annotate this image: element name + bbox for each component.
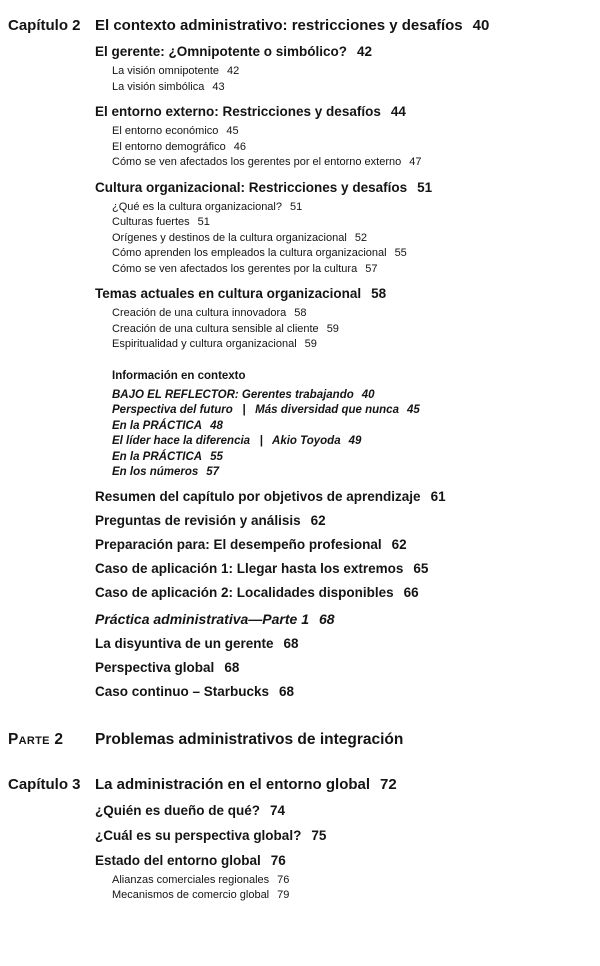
entry-text: Preparación para: El desempeño profesional <box>95 536 382 552</box>
toc-subsection-row <box>8 337 582 353</box>
entry-text: Mecanismos de comercio global <box>112 889 270 901</box>
toc-section-row <box>8 802 582 819</box>
toc-section-row <box>8 103 582 120</box>
entry-page-number: 59 <box>304 338 317 350</box>
toc-endmatter-row <box>8 683 582 700</box>
entry-text: Caso de aplicación 1: Llegar hasta los extremos <box>95 560 404 576</box>
toc-endmatter-row <box>8 512 582 529</box>
toc-subsection-row <box>8 231 582 247</box>
toc-endmatter-row <box>8 659 582 676</box>
toc-subsection-row <box>8 80 582 96</box>
entry-text: Problemas administrativos de integración <box>95 730 404 748</box>
entry-text: Temas actuales en cultura organizacional <box>95 286 362 301</box>
entry-page-number: 65 <box>413 560 429 576</box>
toc-endmatter-row <box>8 536 582 553</box>
entry-page-number: 46 <box>233 140 246 153</box>
entry-page-number: 62 <box>310 512 326 528</box>
entry-page-number: 74 <box>270 802 286 818</box>
entry-page-number: 72 <box>380 775 397 793</box>
toc-subsection-row <box>8 140 582 156</box>
entry-text: ¿Qué es la cultura organizacional? <box>112 200 282 213</box>
entry-text: El gerente: ¿Omnipotente o simbólico? <box>95 44 348 59</box>
entry-page-number: 68 <box>279 683 295 699</box>
toc-endmatter-row <box>8 584 582 601</box>
entry-text: La disyuntiva de un gerente <box>95 635 274 651</box>
entry-page-number: 68 <box>224 659 240 675</box>
entry-text: El contexto administrativo: restricciones y desafíos <box>95 17 463 34</box>
entry-page-number: 55 <box>210 450 223 463</box>
entry-text: Estado del entorno global <box>95 852 261 868</box>
entry-text: El entorno demográfico <box>112 140 226 153</box>
toc-subsection-row <box>8 322 582 338</box>
entry-page-number: 76 <box>277 873 290 886</box>
toc-info-heading-row <box>8 369 582 384</box>
entry-page-number: 51 <box>289 200 303 213</box>
toc-feature-row <box>8 465 582 481</box>
entry-text: Preguntas de revisión y análisis <box>95 512 301 528</box>
toc-subsection-row <box>8 246 582 262</box>
entry-text: Cómo se ven afectados los gerentes por el entorno externo <box>112 156 402 168</box>
entry-page-number: 45 <box>406 404 420 416</box>
entry-text: Culturas fuertes <box>112 216 190 228</box>
toc-chapter-row <box>8 775 582 794</box>
entry-text: El líder hace la diferencia | Akio Toyoda <box>112 435 341 447</box>
entry-page-number: 57 <box>365 262 378 275</box>
entry-text: Perspectiva del futuro | Más diversidad que nunca <box>112 404 399 416</box>
toc-subsection-row <box>8 200 582 216</box>
entry-page-number: 68 <box>283 635 299 651</box>
entry-text: La administración en el entorno global <box>95 775 371 793</box>
entry-page-number: 49 <box>348 435 362 447</box>
entry-text: Caso de aplicación 2: Localidades disponibles <box>95 584 394 600</box>
toc-endmatter-row <box>8 488 582 505</box>
entry-text: ¿Cuál es su perspectiva global? <box>95 827 302 843</box>
toc-subsection-row <box>8 873 582 889</box>
entry-page-number: 61 <box>430 488 446 504</box>
entry-text: La visión simbólica <box>112 80 205 93</box>
entry-page-number: 42 <box>227 65 240 77</box>
entry-page-number: 68 <box>319 610 335 627</box>
entry-page-number: 76 <box>270 852 286 868</box>
entry-page-number: 79 <box>277 889 290 901</box>
entry-page-number: 66 <box>403 584 419 600</box>
entry-text: Información en contexto <box>112 369 246 382</box>
entry-page-number: 48 <box>210 419 223 432</box>
entry-label: Parte 2 <box>8 730 64 748</box>
entry-page-number: 44 <box>390 104 406 119</box>
toc-endmatter-row <box>8 560 582 577</box>
entry-text: La visión omnipotente <box>112 65 220 77</box>
toc-section-row <box>8 827 582 844</box>
entry-text: El entorno económico <box>112 125 219 137</box>
toc-section-row <box>8 285 582 302</box>
toc <box>8 16 582 904</box>
toc-part-row <box>8 730 582 749</box>
toc-subsection-row <box>8 124 582 140</box>
entry-text: Orígenes y destinos de la cultura organizacional <box>112 231 347 244</box>
toc-feature-row <box>8 450 582 466</box>
entry-text: En los números <box>112 466 199 478</box>
toc-subsection-row <box>8 64 582 80</box>
entry-page-number: 51 <box>197 216 210 228</box>
entry-label: Capítulo 3 <box>8 775 81 793</box>
entry-text: Alianzas comerciales regionales <box>112 873 270 886</box>
toc-subsection-row <box>8 888 582 904</box>
entry-text: Creación de una cultura sensible al cliente <box>112 322 319 335</box>
toc-subsection-row <box>8 215 582 231</box>
toc-section-row <box>8 179 582 196</box>
entry-page-number: 42 <box>357 44 373 59</box>
entry-text: Resumen del capítulo por objetivos de aprendizaje <box>95 488 421 504</box>
toc-chapter-row <box>8 16 582 35</box>
entry-text: Cómo se ven afectados los gerentes por la cultura <box>112 262 358 275</box>
entry-page-number: 55 <box>394 247 407 259</box>
entry-page-number: 62 <box>391 536 407 552</box>
entry-page-number: 58 <box>371 286 387 301</box>
entry-page-number: 52 <box>354 231 368 244</box>
entry-text: Cómo aprenden los empleados la cultura organizacional <box>112 247 387 259</box>
entry-label: Capítulo 2 <box>8 17 81 34</box>
entry-text: BAJO EL REFLECTOR: Gerentes trabajando <box>112 388 354 401</box>
entry-text: Cultura organizacional: Restricciones y desafíos <box>95 179 408 195</box>
entry-text: En la PRÁCTICA <box>112 419 203 432</box>
toc-endmatter-row <box>8 635 582 652</box>
entry-page-number: 58 <box>294 307 307 319</box>
entry-page-number: 47 <box>409 156 422 168</box>
toc-feature-row <box>8 388 582 404</box>
entry-text: En la PRÁCTICA <box>112 450 203 463</box>
entry-page-number: 59 <box>326 322 339 335</box>
entry-page-number: 51 <box>417 179 433 195</box>
toc-subsection-row <box>8 155 582 171</box>
entry-page-number: 57 <box>206 466 220 478</box>
entry-text: ¿Quién es dueño de qué? <box>95 802 261 818</box>
entry-text: Creación de una cultura innovadora <box>112 307 287 319</box>
entry-text: Práctica administrativa—Parte 1 <box>95 610 309 627</box>
entry-page-number: 45 <box>226 125 239 137</box>
toc-section-row <box>8 852 582 869</box>
toc-endmatter-italic-row <box>8 610 582 628</box>
entry-page-number: 40 <box>361 388 375 401</box>
entry-text: El entorno externo: Restricciones y desafíos <box>95 104 381 119</box>
entry-page-number: 75 <box>311 827 327 843</box>
toc-feature-row <box>8 419 582 435</box>
entry-text: Caso continuo – Starbucks <box>95 683 270 699</box>
entry-text: Espiritualidad y cultura organizacional <box>112 338 297 350</box>
toc-subsection-row <box>8 306 582 322</box>
toc-feature-row <box>8 434 582 450</box>
toc-subsection-row <box>8 262 582 278</box>
entry-text: Perspectiva global <box>95 659 215 675</box>
entry-page-number: 43 <box>212 80 225 93</box>
entry-page-number: 40 <box>472 17 490 34</box>
toc-section-row <box>8 43 582 60</box>
toc-feature-row <box>8 403 582 419</box>
